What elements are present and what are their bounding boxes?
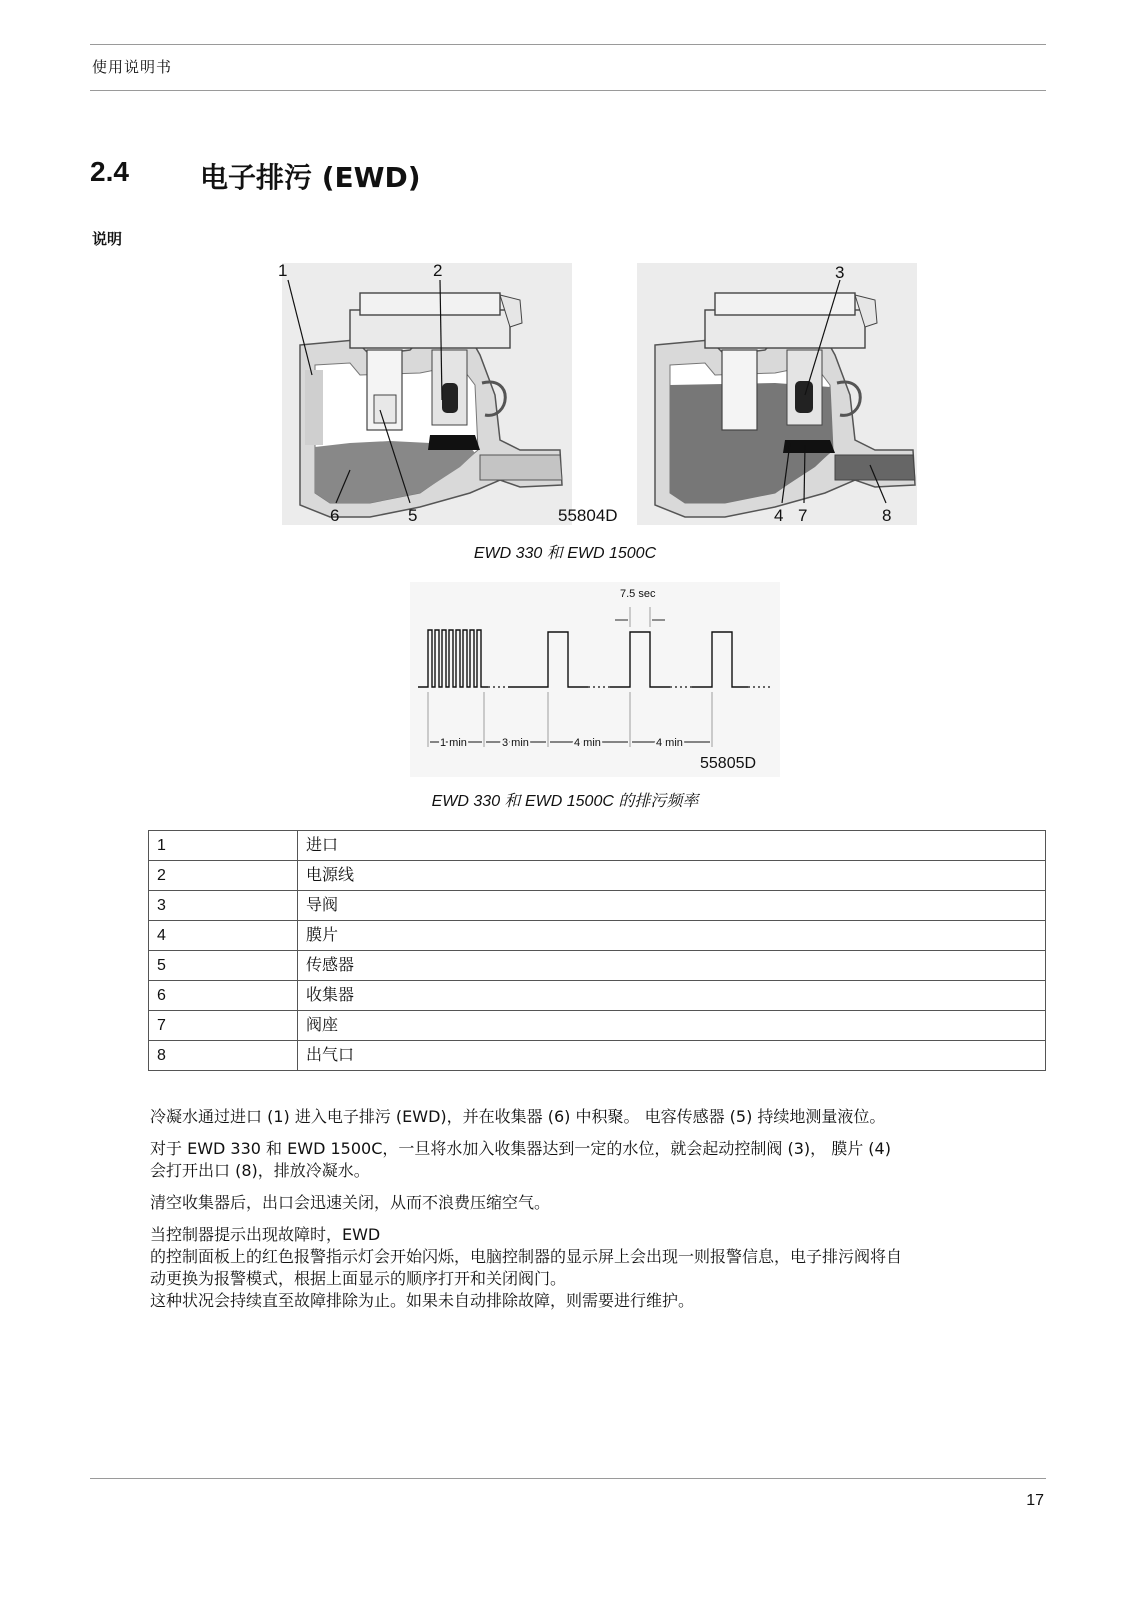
footer-rule bbox=[90, 1478, 1046, 1479]
pulse-duration-label: 7.5 sec bbox=[620, 588, 656, 600]
paragraph-1: 冷凝水通过进口 (1) 进入电子排污 (EWD)，并在收集器 (6) 中积聚。 电容传感器 (5) 持续地测量液位。 bbox=[150, 1107, 886, 1126]
body-text bbox=[150, 1106, 1040, 1322]
callout-8: 8 bbox=[882, 506, 892, 525]
legend-number: 6 bbox=[149, 981, 298, 1011]
ewd-unit-right bbox=[637, 263, 917, 525]
page-number: 17 bbox=[1026, 1492, 1044, 1509]
header-title: 使用说明书 bbox=[92, 58, 173, 76]
section-title: 电子排污 (EWD) bbox=[200, 161, 421, 194]
legend-row bbox=[149, 981, 1046, 1011]
paragraph-4-line-3: 动更换为报警模式，根据上面显示的顺序打开和关闭阀门。 bbox=[150, 1269, 567, 1288]
legend-number: 8 bbox=[149, 1041, 298, 1071]
paragraph-2 bbox=[150, 1138, 1040, 1182]
legend-number: 4 bbox=[149, 921, 298, 951]
paragraph-4-line-1: 当控制器提示出现故障时，EWD bbox=[150, 1225, 381, 1244]
figure1-code: 55804D bbox=[558, 506, 618, 525]
legend-row bbox=[149, 831, 1046, 861]
legend-label: 阀座 bbox=[298, 1011, 1046, 1041]
legend-label: 出气口 bbox=[298, 1041, 1046, 1071]
figure1-caption: EWD 330 和 EWD 1500C bbox=[473, 545, 657, 562]
legend-label: 电源线 bbox=[298, 861, 1046, 891]
callout-3: 3 bbox=[835, 263, 845, 282]
legend-label: 膜片 bbox=[298, 921, 1046, 951]
header-top-rule bbox=[90, 44, 1046, 45]
legend-table bbox=[148, 830, 1046, 1071]
legend-label: 收集器 bbox=[298, 981, 1046, 1011]
callout-4: 4 bbox=[774, 506, 784, 525]
callout-7: 7 bbox=[798, 506, 808, 525]
legend-number: 1 bbox=[149, 831, 298, 861]
paragraph-2-line-1: 对于 EWD 330 和 EWD 1500C，一旦将水加入收集器达到一定的水位，就会起动控制阀 (3)， 膜片 (4) bbox=[150, 1139, 891, 1158]
callout-5: 5 bbox=[408, 506, 418, 525]
subheading: 说明 bbox=[92, 230, 123, 248]
interval-label-3: 4 min bbox=[574, 737, 601, 749]
legend-row bbox=[149, 861, 1046, 891]
legend-row bbox=[149, 891, 1046, 921]
legend-number: 3 bbox=[149, 891, 298, 921]
figure2-caption: EWD 330 和 EWD 1500C 的排污频率 bbox=[431, 793, 699, 810]
callout-1: 1 bbox=[278, 261, 288, 280]
paragraph-2-line-2: 会打开出口 (8)，排放冷凝水。 bbox=[150, 1161, 370, 1180]
legend-number: 5 bbox=[149, 951, 298, 981]
legend-row bbox=[149, 951, 1046, 981]
interval-label-1: 1 min bbox=[440, 737, 467, 749]
legend-number: 7 bbox=[149, 1011, 298, 1041]
legend-label: 传感器 bbox=[298, 951, 1046, 981]
paragraph-4 bbox=[150, 1224, 1040, 1312]
paragraph-4-line-4: 这种状况会持续直至故障排除为止。如果未自动排除故障，则需要进行维护。 bbox=[150, 1291, 695, 1310]
drain-timing-figure bbox=[410, 582, 780, 777]
legend-number: 2 bbox=[149, 861, 298, 891]
legend-label: 导阀 bbox=[298, 891, 1046, 921]
callout-6: 6 bbox=[330, 506, 340, 525]
paragraph-3: 清空收集器后，出口会迅速关闭，从而不浪费压缩空气。 bbox=[150, 1193, 551, 1212]
legend-row bbox=[149, 1011, 1046, 1041]
callout-2: 2 bbox=[433, 261, 443, 280]
interval-label-4: 4 min bbox=[656, 737, 683, 749]
figure2-code: 55805D bbox=[700, 755, 757, 772]
interval-label-2: 3 min bbox=[502, 737, 529, 749]
ewd-cross-section-figure bbox=[270, 255, 920, 535]
section-number: 2.4 bbox=[90, 156, 129, 187]
legend-row bbox=[149, 921, 1046, 951]
header-bottom-rule bbox=[90, 90, 1046, 91]
paragraph-4-line-2: 的控制面板上的红色报警指示灯会开始闪烁，电脑控制器的显示屏上会出现一则报警信息，电子排污阀将自 bbox=[150, 1247, 903, 1266]
legend-label: 进口 bbox=[298, 831, 1046, 861]
legend-row bbox=[149, 1041, 1046, 1071]
ewd-unit-left bbox=[282, 263, 572, 525]
